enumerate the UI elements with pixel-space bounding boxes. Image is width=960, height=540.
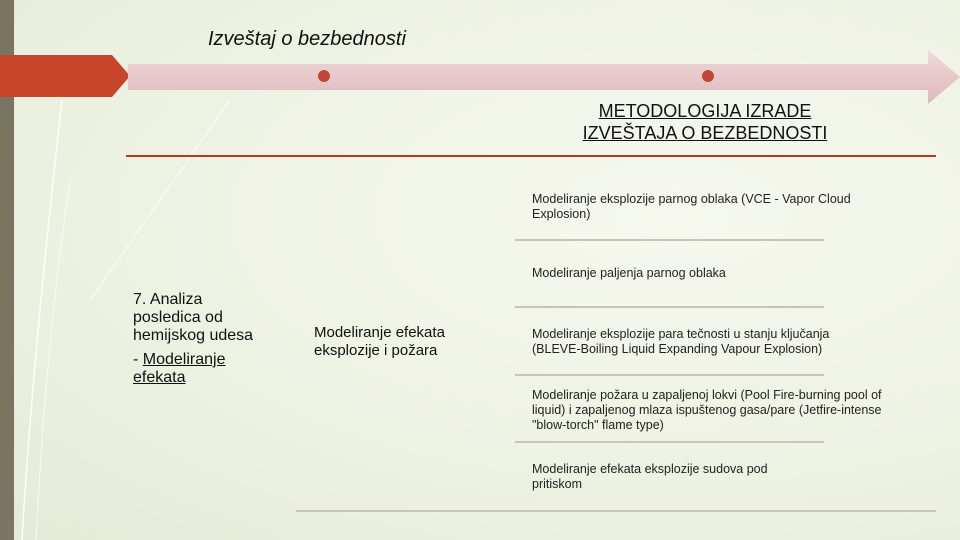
analysis-line-2: posledica od [133,309,223,326]
red-tab-marker [0,55,130,97]
section-heading [540,100,870,144]
effects-block [314,324,494,360]
item-3-line-1: Modeliranje eksplozije para tečnosti u stanju ključanja [532,327,830,341]
item-2-line-1: Modeliranje paljenja parnog oblaka [532,266,726,280]
item-4-line-2: liquid) i zapaljenog mlaza ispuštenog gasa/pare (Jetfire-intense [532,403,882,417]
list-item-3 [532,327,829,357]
bottom-divider [296,510,936,512]
item-5-line-2: pritiskom [532,477,583,491]
heading-line-2: IZVEŠTAJA O BEZBEDNOSTI [582,123,828,143]
timeline-arrow [128,50,960,104]
modeling-link-row [133,351,283,369]
item-1-line-1: Modeliranje eksplozije parnog oblaka (VCE - Vapor Cloud [532,192,851,206]
timeline-dot-2 [702,70,714,82]
analysis-block [133,291,283,387]
page-title: Izveštaj o bezbednosti [208,28,406,50]
list-item-1 [532,192,851,222]
analysis-line-3: hemijskog udesa [133,327,254,344]
effects-line-2: eksplozije i požara [314,342,438,359]
list-item-2 [532,266,726,281]
dash-prefix: - [133,351,143,368]
item-1-line-2: Explosion) [532,207,591,221]
item-divider [515,441,824,443]
effects-link[interactable]: efekata [133,369,186,386]
item-divider [515,239,824,241]
heading-divider [126,155,936,157]
item-3-line-2: (BLEVE-Boiling Liquid Expanding Vapour Explosion) [532,342,823,356]
timeline-dot-1 [318,70,330,82]
analysis-line-1: 7. Analiza [133,291,203,308]
list-item-4 [532,388,882,433]
item-4-line-3: "blow-torch" flame type) [532,418,664,432]
item-4-line-1: Modeliranje požara u zapaljenoj lokvi (Pool Fire-burning pool of [532,388,882,402]
list-item-5 [532,462,768,492]
item-divider [515,374,824,376]
heading-line-1: METODOLOGIJA IZRADE [598,101,812,121]
effects-line-1: Modeliranje efekata [314,324,445,341]
item-divider [515,306,824,308]
modeling-link[interactable]: Modeliranje [142,351,226,368]
item-5-line-1: Modeliranje efekata eksplozije sudova pod [532,462,768,476]
